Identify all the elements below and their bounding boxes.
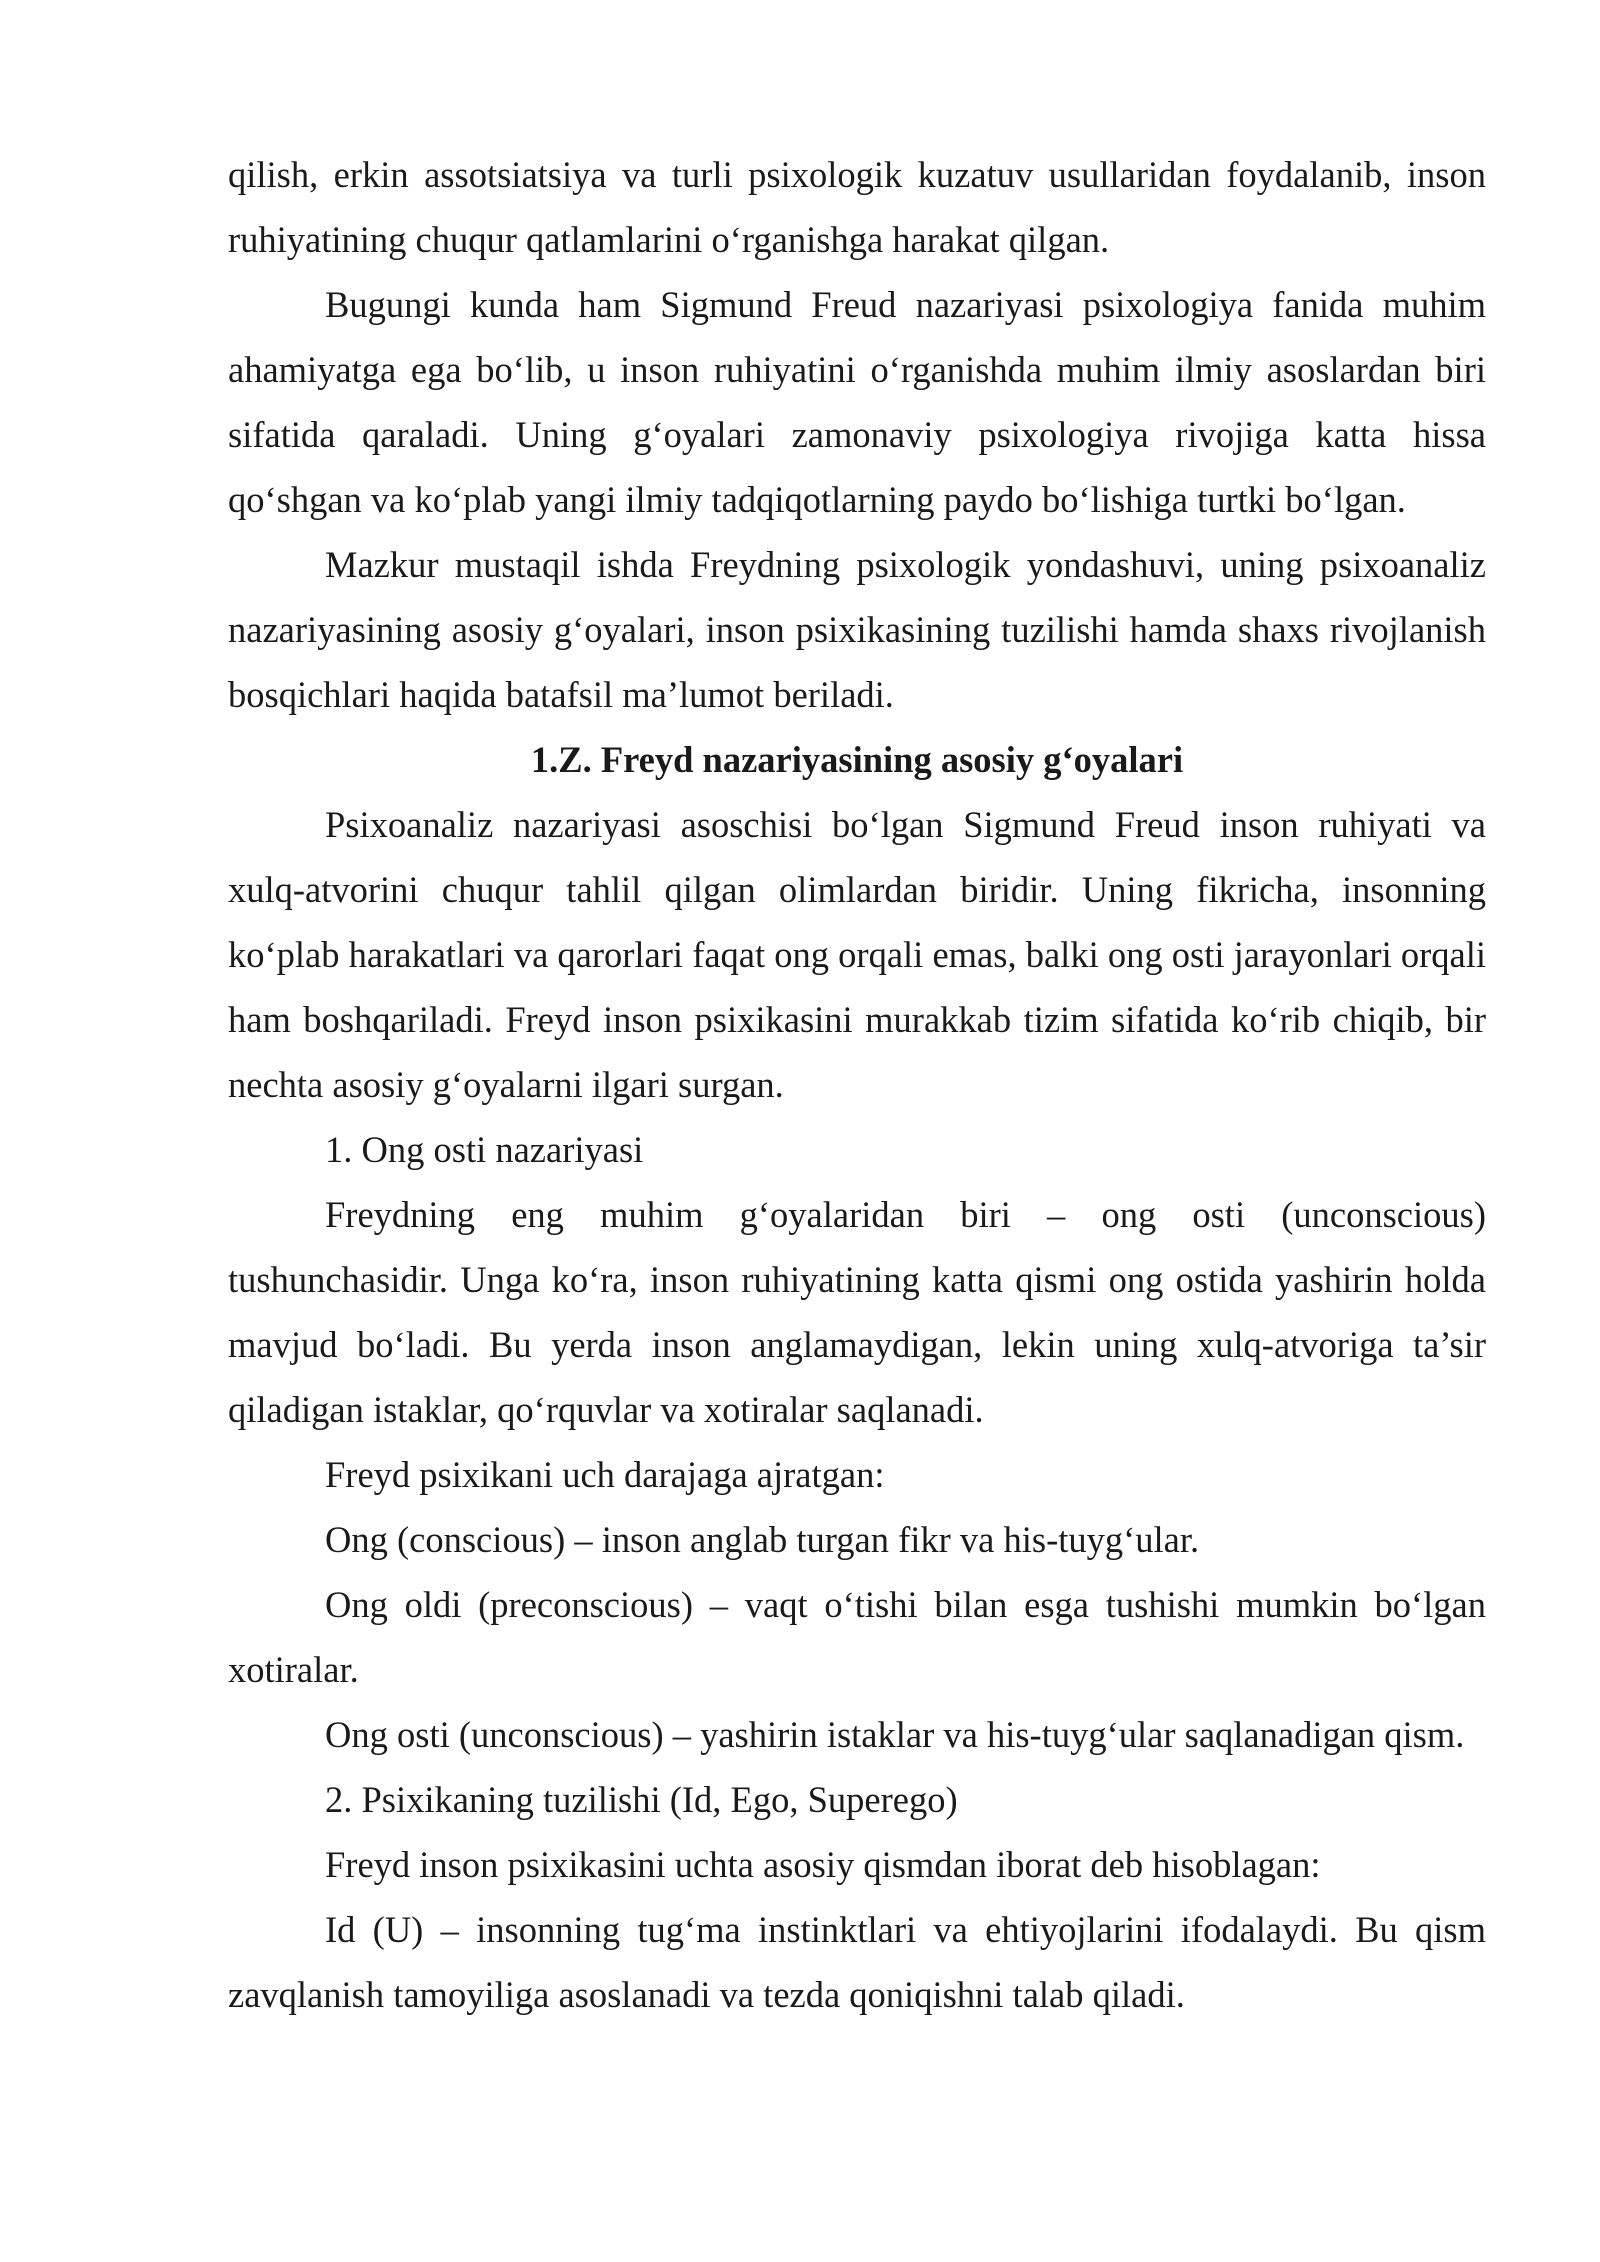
paragraph-three-parts: Freyd inson psixikasini uchta asosiy qismdan iborat deb hisoblagan: (325, 1844, 1321, 1885)
paragraph-continuation: qilish, erkin assotsiatsiya va turli psixologik kuzatuv usullaridan foydalanib, inson ruhiyatining chuqur qatlamlarini o‘rganishga harakat qilgan. (228, 154, 1486, 260)
document-page (228, 142, 1486, 2027)
paragraph-id: Id (U) – insonning tug‘ma instinktlari va ehtiyojlarini ifodalaydi. Bu qism zavqlanish tamoyiliga asoslanadi va tezda qoniqishni talab qiladi. (228, 1909, 1486, 2015)
list-item-unconscious: Ong osti (unconscious) – yashirin istaklar va his-tuyg‘ular saqlanadigan qism. (325, 1714, 1465, 1755)
list-item-preconscious: Ong oldi (preconscious) – vaqt o‘tishi bilan esga tushishi mumkin bo‘lgan xotiralar. (228, 1584, 1486, 1690)
list-item-conscious: Ong (conscious) – inson anglab turgan fikr va his-tuyg‘ular. (325, 1519, 1200, 1560)
paragraph-unconscious: Freydning eng muhim g‘oyalaridan biri – ong osti (unconscious) tushunchasidir. Unga ko‘ra, inson ruhiyatining katta qismi ong ostida yashirin holda mavjud bo‘ladi. Bu yerda inson anglamaydigan, lekin uning xulq-atvoriga ta’sir qiladigan istaklar, qo‘rquvlar va xotiralar saqlanadi. (228, 1194, 1486, 1430)
paragraph-psychoanalysis-intro: Psixoanaliz nazariyasi asoschisi bo‘lgan Sigmund Freud inson ruhiyati va xulq-atvorini chuqur tahlil qilgan olimlardan biridir. Uning fikricha, insonning ko‘plab harakatlari va qarorlari faqat ong orqali emas, balki ong osti jarayonlari orqali ham boshqariladi. Freyd inson psixikasini murakkab tizim sifatida ko‘rib chiqib, bir nechta asosiy g‘oyalarni ilgari surgan. (228, 804, 1486, 1105)
section-heading: 1.Z. Freyd nazariyasining asosiy g‘oyalari (530, 739, 1184, 780)
subheading-unconscious-theory: 1. Ong osti nazariyasi (325, 1129, 644, 1170)
paragraph-three-levels: Freyd psixikani uch darajaga ajratgan: (325, 1454, 885, 1495)
paragraph-work-overview: Mazkur mustaqil ishda Freydning psixologik yondashuvi, uning psixoanaliz nazariyasining asosiy g‘oyalari, inson psixikasining tuzilishi hamda shaxs rivojlanish bosqichlari haqida batafsil ma’lumot beriladi. (228, 544, 1486, 715)
subheading-psyche-structure: 2. Psixikaning tuzilishi (Id, Ego, Superego) (325, 1779, 958, 1820)
paragraph-freud-importance: Bugungi kunda ham Sigmund Freud nazariyasi psixologiya fanida muhim ahamiyatga ega bo‘lib, u inson ruhiyatini o‘rganishda muhim ilmiy asoslardan biri sifatida qaraladi. Uning g‘oyalari zamonaviy psixologiya rivojiga katta hissa qo‘shgan va ko‘plab yangi ilmiy tadqiqotlarning paydo bo‘lishiga turtki bo‘lgan. (228, 284, 1486, 520)
